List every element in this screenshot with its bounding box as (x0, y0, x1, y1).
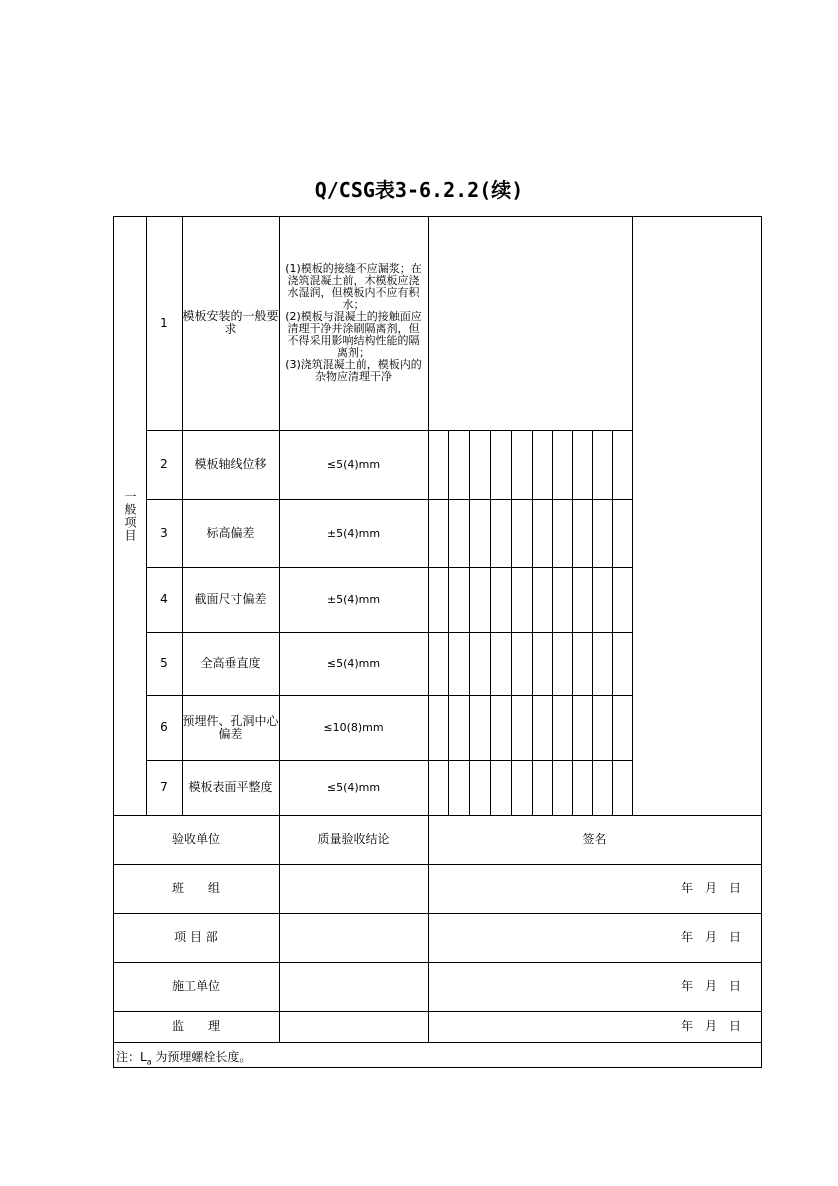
measure-grid-line (448, 430, 449, 816)
item-name: 全高垂直度 (200, 656, 261, 670)
sign-date: 年 月 日 (680, 930, 741, 944)
measure-grid-line (511, 430, 512, 816)
acceptance-unit: 监 理 (171, 1019, 220, 1033)
item-standard: ≤5(4)mm (326, 657, 381, 670)
page-title: Q/CSG表3-6.2.2(续) (314, 178, 524, 202)
item-standard: (1)模板的接缝不应漏浆；在浇筑混凝土前，木模板应浇水湿润，但模板内不应有积水； (2)模板与混凝土的接触面应清理干净并涂刷隔离剂，但不得采用影响结构性能的隔离剂； (3)浇筑混凝土前，模板内的杂物应清理干净 (285, 262, 422, 383)
item-number: 6 (160, 720, 168, 734)
item-number: 3 (160, 525, 168, 540)
item-number: 1 (160, 315, 168, 330)
item-number: 5 (160, 656, 168, 670)
acceptance-conclusion-field (279, 864, 428, 913)
item-name: 截面尺寸偏差 (194, 592, 267, 606)
measure-grid-line (572, 430, 573, 816)
measure-grid-line (612, 430, 613, 816)
item-standard: ≤10(8)mm (323, 721, 384, 734)
table-bottom-border (113, 1067, 762, 1068)
acceptance-unit: 项 目 部 (174, 930, 218, 944)
acceptance-conclusion-field (279, 962, 428, 1011)
sign-date: 年 月 日 (680, 979, 741, 993)
measure-grid-line (632, 430, 633, 816)
measure-grid-line (552, 430, 553, 816)
acceptance-unit: 班 组 (171, 881, 220, 895)
acceptance-unit-header: 验收单位 (171, 832, 220, 846)
footnote-tail: 为预埋螺栓长度。 (151, 1050, 252, 1064)
signature-header: 签名 (582, 832, 607, 846)
measure-grid-line (532, 430, 533, 816)
acceptance-conclusion-field (279, 1011, 428, 1042)
grid-line (113, 1042, 762, 1043)
acceptance-unit: 施工单位 (171, 979, 220, 993)
item-standard: ≤5(4)mm (326, 781, 381, 794)
category-label: 一般项目 (123, 489, 137, 542)
sign-date: 年 月 日 (680, 881, 741, 895)
measure-grid-line (469, 430, 470, 816)
item-standard: ±5(4)mm (326, 593, 381, 606)
footnote (116, 1048, 251, 1066)
acceptance-conclusion-header: 质量验收结论 (317, 832, 390, 846)
measure-grid-line (428, 430, 429, 816)
item-name: 模板安装的一般要求 (182, 309, 279, 336)
acceptance-conclusion-field (279, 913, 428, 962)
sign-date: 年 月 日 (680, 1019, 741, 1033)
table-right-border (761, 216, 762, 1068)
item-number: 4 (160, 592, 168, 606)
item-number: 2 (160, 457, 168, 471)
item-name: 模板轴线位移 (194, 457, 267, 471)
footnote-text: 注：L (116, 1050, 147, 1064)
item-name: 模板表面平整度 (188, 780, 273, 794)
item-standard: ±5(4)mm (326, 526, 381, 540)
item-name: 标高偏差 (206, 525, 255, 540)
item-number: 7 (160, 780, 168, 794)
footnote-subscript: a (146, 1057, 152, 1067)
measure-grid-line (490, 430, 491, 816)
item-name: 预埋件、孔洞中心偏差 (182, 713, 279, 741)
item-standard: ≤5(4)mm (326, 458, 381, 471)
measure-grid-line (592, 430, 593, 816)
